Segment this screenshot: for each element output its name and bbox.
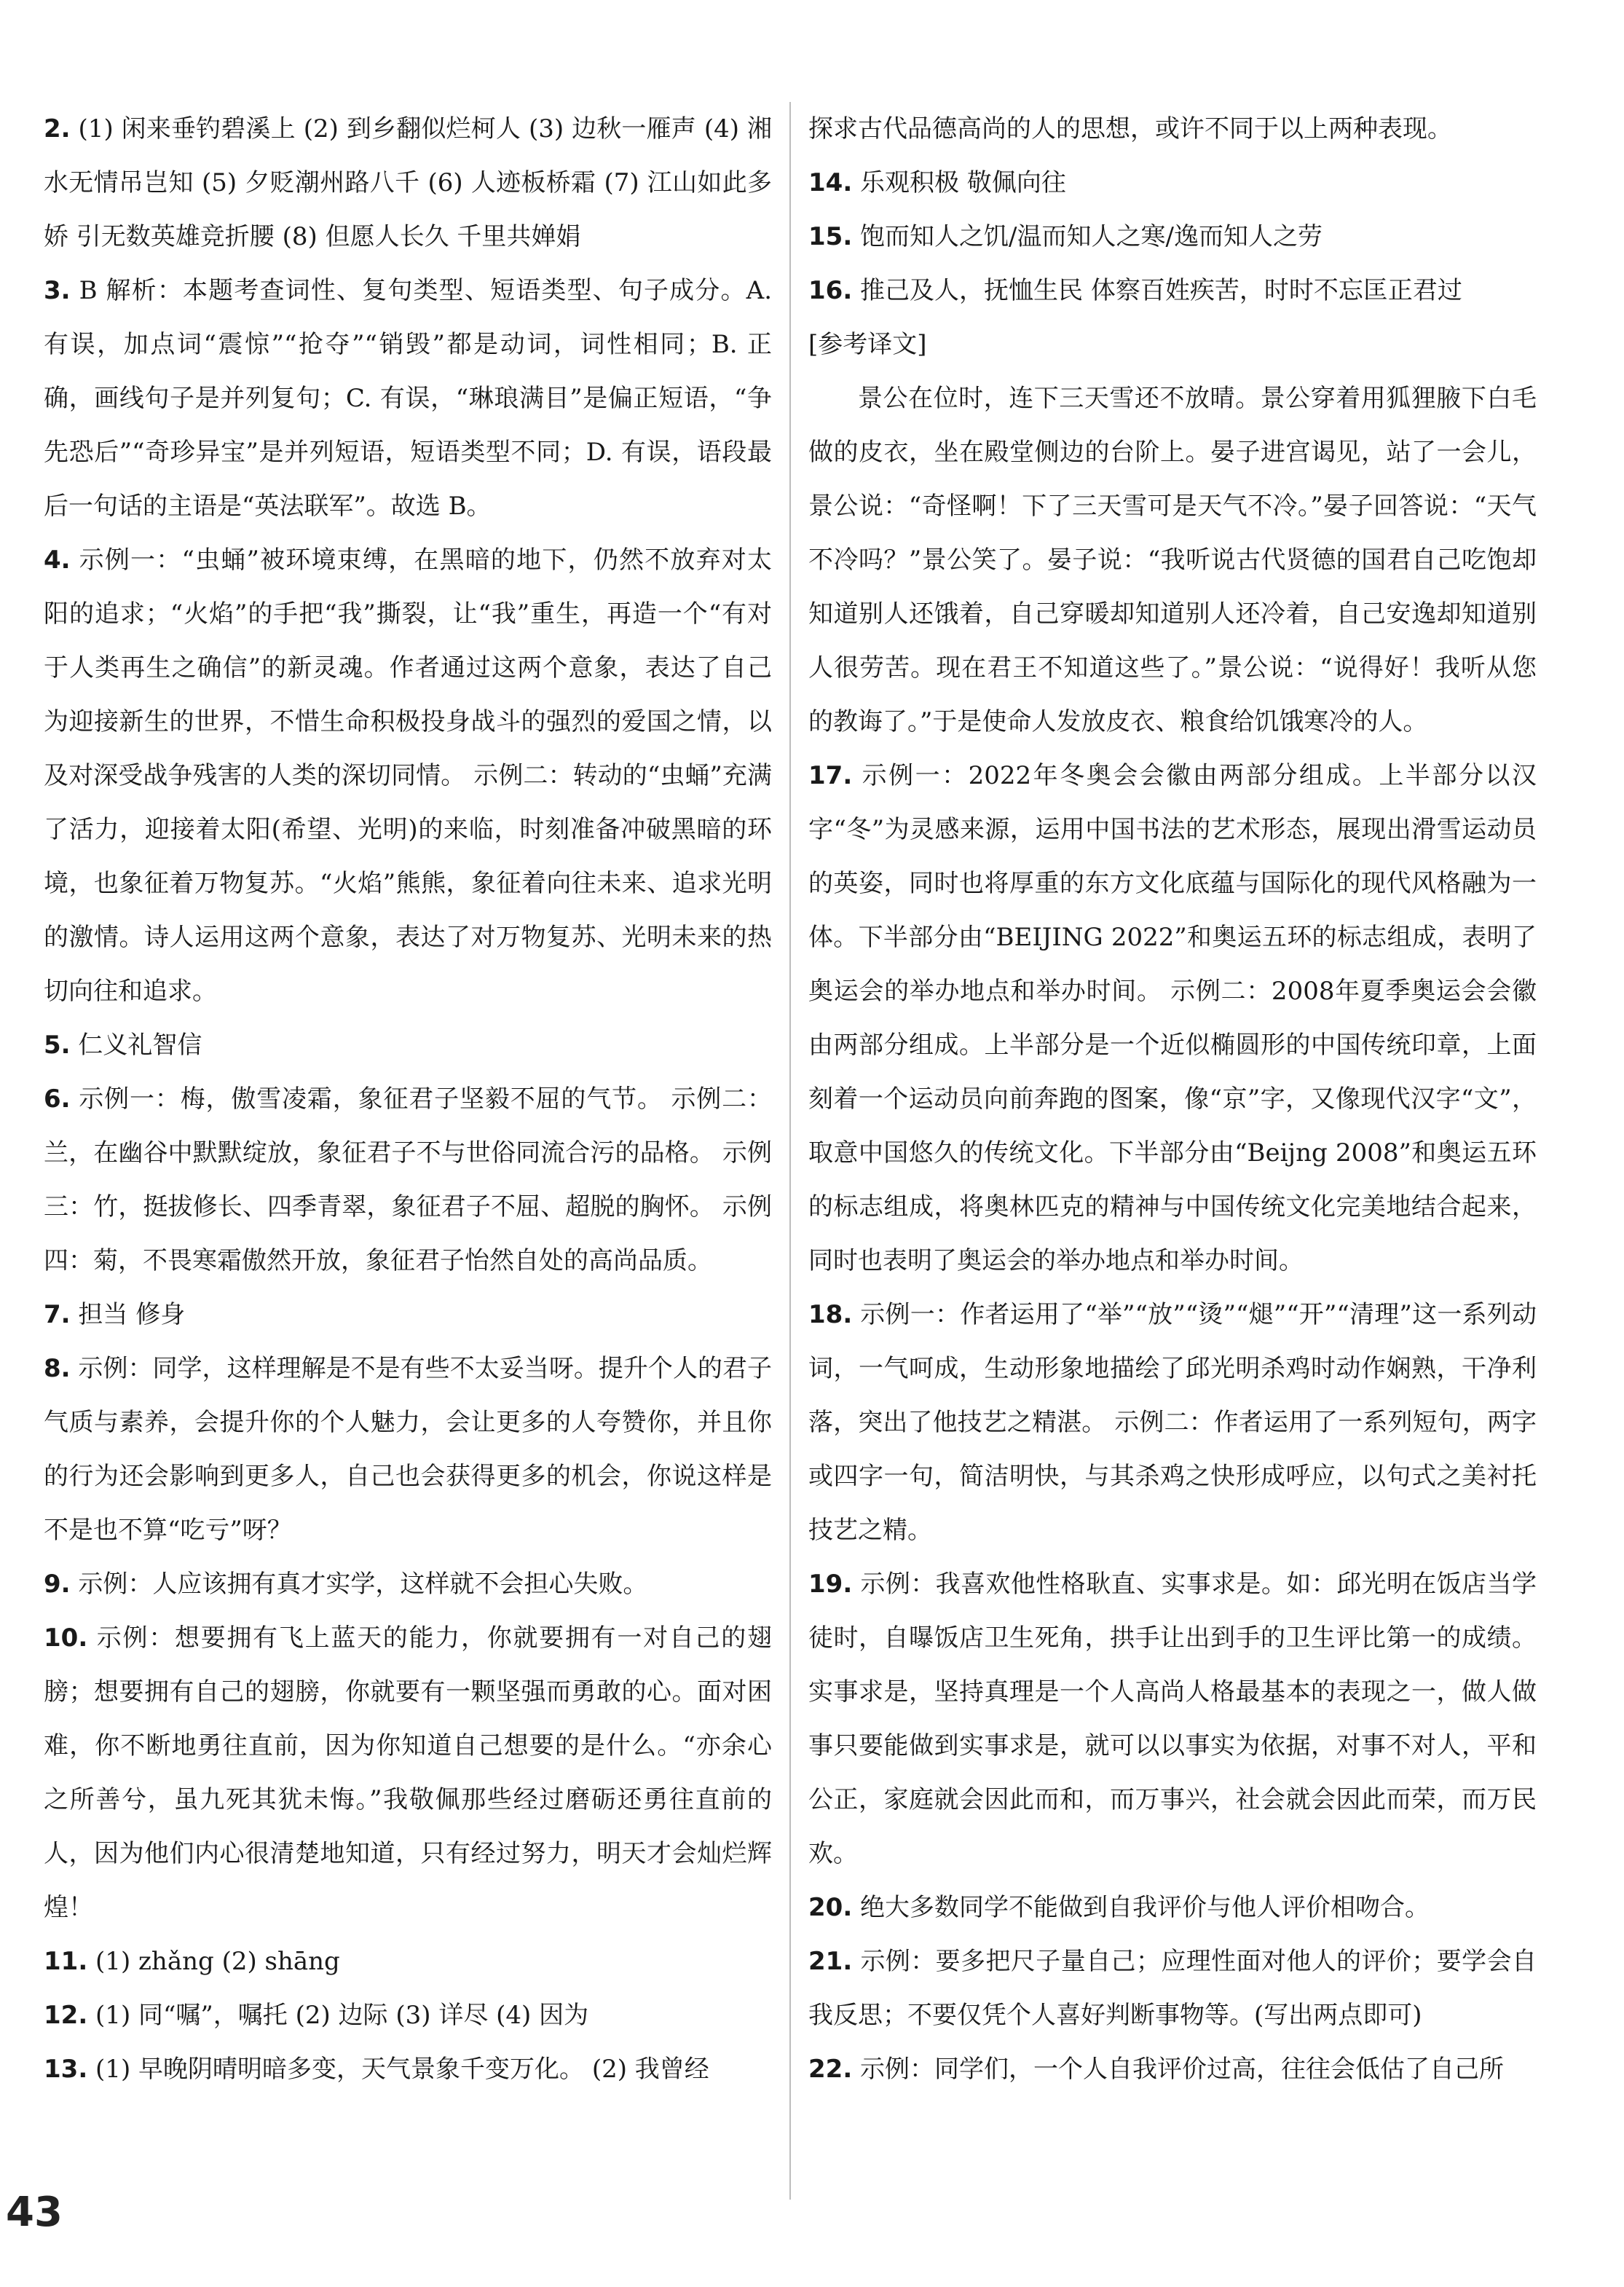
reference-translation: 景公在位时，连下三天雪还不放晴。景公穿着用狐狸腋下白毛做的皮衣，坐在殿堂侧边的台阶上。晏子进宫谒见，站了一会儿，景公说：“奇怪啊！下了三天雪可是天气不冷。”晏子回答说：“天气不冷吗？”景公笑了。晏子说：“我听说古代贤德的国君自己吃饱却知道别人还饿着，自己穿暖却知道别人还冷着，自己安逸却知道别人很劳苦。现在君王不知道这些了。”景公说：“说得好！我听从您的教诲了。”于是使命人发放皮衣、粮食给饥饿寒冷的人。 [808, 384, 1537, 736]
right-column [808, 102, 1537, 2096]
answer-list-b [808, 749, 1537, 2096]
answer-number: 20. [808, 1893, 853, 1922]
answer-text: 饱而知人之饥/温而知人之寒/逸而知人之劳 [860, 222, 1323, 251]
answer-text: (1) 早晚阴晴明暗多变，天气景象千变万化。 (2) 我曾经 [95, 2055, 709, 2084]
answer-number: 9. [44, 1570, 71, 1599]
answer-number: 17. [808, 761, 853, 790]
answer-item [44, 1342, 772, 1557]
answer-number: 2. [44, 114, 71, 143]
answer-item [808, 264, 1537, 318]
answer-number: 22. [808, 2055, 853, 2084]
answer-item [44, 1288, 772, 1342]
answer-item [44, 102, 772, 264]
answer-number: 15. [808, 222, 853, 251]
answer-number: 21. [808, 1947, 853, 1976]
answer-text: (1) zhǎng (2) shāng [95, 1947, 340, 1976]
page-number: 43 [6, 2189, 63, 2236]
answer-number: 11. [44, 1947, 88, 1976]
answer-text: 示例：我喜欢他性格耿直、实事求是。如：邱光明在饭店当学徒时，自曝饭店卫生死角，拱手让出到手的卫生评比第一的成绩。实事求是，坚持真理是一个人高尚人格最基本的表现之一，做人做事只要能做到实事求是，就可以以事实为依据，对事不对人，平和公正，家庭就会因此而和，而万事兴，社会就会因此而荣，而万民欢。 [808, 1570, 1537, 1868]
answer-text: 仁义礼智信 [78, 1031, 202, 1060]
answer-item [44, 1988, 772, 2042]
answer-number: 14. [808, 168, 853, 197]
answer-number: 5. [44, 1031, 71, 1060]
answer-item [808, 2042, 1537, 2096]
answer-number: 13. [44, 2055, 88, 2084]
answer-text: (1) 闲来垂钓碧溪上 (2) 到乡翻似烂柯人 (3) 边秋一雁声 (4) 湘水无情吊岂知 (5) 夕贬潮州路八千 (6) 人迹板桥霜 (7) 江山如此多娇 引无数英雄竞折腰 (8) 但愿人长久 千里共婵娟 [44, 114, 772, 251]
answer-item [44, 1934, 772, 1988]
answer-text: 绝大多数同学不能做到自我评价与他人评价相吻合。 [860, 1893, 1430, 1922]
answer-item [808, 1288, 1537, 1557]
answer-item [44, 1072, 772, 1288]
answer-item [808, 210, 1537, 264]
answer-number: 8. [44, 1354, 71, 1383]
answer-number: 16. [808, 276, 853, 305]
answer-item [44, 533, 772, 1018]
answer-text: 示例一：作者运用了“举”“放”“烫”“煺”“开”“清理”这一系列动词，一气呵成，生动形象地描绘了邱光明杀鸡时动作娴熟，干净利落，突出了他技艺之精湛。 示例二：作者运用了一系列短句，两字或四字一句，简洁明快，与其杀鸡之快形成呼应，以句式之美衬托技艺之精。 [808, 1300, 1537, 1545]
answer-number: 3. [44, 276, 71, 305]
reference-heading: [参考译文] [808, 330, 927, 359]
answer-text: 担当 修身 [78, 1300, 186, 1329]
continued-text: 探求古代品德高尚的人的思想，或许不同于以上两种表现。 [808, 114, 1452, 143]
answer-item [44, 2042, 772, 2096]
answer-number: 6. [44, 1085, 71, 1114]
answer-item [808, 1934, 1537, 2042]
answer-text: 乐观积极 敬佩向往 [860, 168, 1066, 197]
answer-text: 推己及人，抚恤生民 体察百姓疾苦，时时不忘匡正君过 [860, 276, 1462, 305]
answer-number: 7. [44, 1300, 71, 1329]
answer-item [808, 749, 1537, 1288]
answer-text: 示例一：梅，傲雪凌霜，象征君子坚毅不屈的气节。 示例二：兰，在幽谷中默默绽放，象征君子不与世俗同流合污的品格。 示例三：竹，挺拔修长、四季青翠，象征君子不屈、超脱的胸怀。 示例四：菊，不畏寒霜傲然开放，象征君子怡然自处的高尚品质。 [44, 1085, 773, 1275]
answer-list-a [808, 156, 1537, 318]
answer-text: 示例：人应该拥有真才实学，这样就不会担心失败。 [78, 1570, 648, 1599]
column-divider [789, 102, 791, 2200]
answer-text: 示例：同学们，一个人自我评价过高，往往会低估了自己所 [860, 2055, 1505, 2084]
answer-number: 18. [808, 1300, 853, 1329]
answer-text: 示例一：“虫蛹”被环境束缚，在黑暗的地下，仍然不放弃对太阳的追求；“火焰”的手把“我”撕裂，让“我”重生，再造一个“有对于人类再生之确信”的新灵魂。作者通过这两个意象，表达了自己为迎接新生的世界，不惜生命积极投身战斗的强烈的爱国之情，以及对深受战争残害的人类的深切同情。 示例二：转动的“虫蛹”充满了活力，迎接着太阳(希望、光明)的来临，时刻准备冲破黑暗的环境，也象征着万物复苏。“火焰”熊熊，象征着向往未来、追求光明的激情。诗人运用这两个意象，表达了对万物复苏、光明未来的热切向往和追求。 [44, 546, 773, 1006]
answer-item [808, 156, 1537, 210]
answer-text: (1) 同“嘱”，嘱托 (2) 边际 (3) 详尽 (4) 因为 [95, 2001, 589, 2030]
answer-item [44, 264, 772, 533]
answer-number: 19. [808, 1570, 853, 1599]
answer-number: 4. [44, 546, 71, 575]
answer-item [44, 1557, 772, 1611]
answer-text: 示例：想要拥有飞上蓝天的能力，你就要拥有一对自己的翅膀；想要拥有自己的翅膀，你就要有一颗坚强而勇敢的心。面对困难，你不断地勇往直前，因为你知道自己想要的是什么。“亦余心之所善兮，虽九死其犹未悔。”我敬佩那些经过磨砺还勇往直前的人，因为他们内心很清楚地知道，只有经过努力，明天才会灿烂辉煌！ [44, 1623, 773, 1922]
answer-item [808, 1881, 1537, 1934]
answer-text: B 解析：本题考查词性、复句类型、短语类型、句子成分。A. 有误，加点词“震惊”“抢夺”“销毁”都是动词，词性相同；B. 正确，画线句子是并列复句；C. 有误，“琳琅满目”是偏正短语，“争先恐后”“奇珍异宝”是并列短语，短语类型不同；D. 有误，语段最后一句话的主语是“英法联军”。故选 B。 [44, 276, 773, 521]
answer-item [44, 1611, 772, 1934]
answer-number: 10. [44, 1623, 88, 1653]
answer-item [808, 1557, 1537, 1881]
answer-text: 示例：要多把尺子量自己；应理性面对他人的评价；要学会自我反思；不要仅凭个人喜好判断事物等。(写出两点即可) [808, 1947, 1537, 2030]
answer-text: 示例一：2022年冬奥会会徽由两部分组成。上半部分以汉字“冬”为灵感来源，运用中国书法的艺术形态，展现出滑雪运动员的英姿，同时也将厚重的东方文化底蕴与国际化的现代风格融为一体。下半部分由“BEIJING 2022”和奥运五环的标志组成，表明了奥运会的举办地点和举办时间。 示例二：2008年夏季奥运会会徽由两部分组成。上半部分是一个近似椭圆形的中国传统印章，上面刻着一个运动员向前奔跑的图案，像“京”字，又像现代汉字“文”，取意中国悠久的传统文化。下半部分由“Beijng 2008”和奥运五环的标志组成，将奥林匹克的精神与中国传统文化完美地结合起来，同时也表明了奥运会的举办地点和举办时间。 [808, 761, 1537, 1275]
left-column [44, 102, 772, 2096]
answer-text: 示例：同学，这样理解是不是有些不太妥当呀。提升个人的君子气质与素养，会提升你的个人魅力，会让更多的人夸赞你，并且你的行为还会影响到更多人，自己也会获得更多的机会，你说这样是不是也不算“吃亏”呀？ [44, 1354, 773, 1545]
answer-item [44, 1018, 772, 1072]
answer-number: 12. [44, 2001, 88, 2030]
